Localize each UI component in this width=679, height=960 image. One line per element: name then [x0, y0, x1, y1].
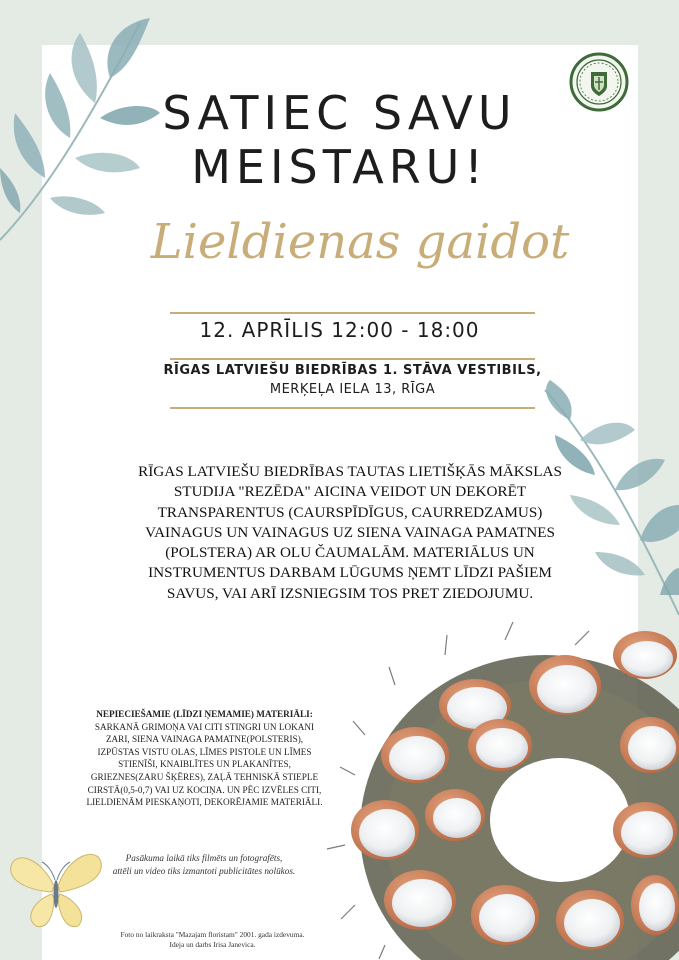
description-line: INSTRUMENTUS DARBAM LŪGUMS ŅEMT LĪDZI PAŠIEM [148, 564, 552, 582]
title-line-1: SATIEC SAVU [162, 86, 517, 140]
divider-middle [170, 358, 535, 360]
butterfly-icon [6, 838, 106, 938]
materials-line: ZARI, SIENA VAINAGA PAMATNE(POLSTERIS), [105, 734, 304, 745]
filming-line: Pasākuma laikā tiks filmēts un fotografēts, [125, 853, 283, 863]
materials-list [67, 708, 342, 809]
subtitle-text: Lieldienas gaidot [150, 214, 570, 270]
credit-line: Foto no laikraksta "Mazajam floristam" 2001. gada izdevuma. [120, 930, 305, 939]
description-line: RĪGAS LATVIEŠU BIEDRĪBAS TAUTAS LIETIŠĶĀS MĀKSLAS [138, 463, 562, 480]
divider-top [170, 312, 535, 314]
photo-credit [85, 930, 340, 950]
venue-address: MERĶEĻA IELA 13, RĪGA [269, 382, 436, 397]
filming-line: attēli un video tiks izmantoti publicitātes nolūkos. [112, 865, 296, 876]
description-line: SAVUS, VAI ARĪ IZSNIEGSIM TOS PRET ZIEDOJUMU. [166, 584, 534, 602]
description-line: STUDIJA "REZĒDA" AICINA VEIDOT UN DEKORĒT [173, 483, 527, 501]
materials-line: CIRSTĀ(0,5-0,7) VAI UZ KOCIŅA. UN PĒC IZVĒLES CITI, [87, 784, 322, 795]
materials-line: IZPŪSTAS VISTU OLAS, LĪMES PISTOLE UN LĪMES [97, 746, 312, 757]
script-subtitle [150, 180, 570, 290]
materials-line: STIENĪŠI, KNAIBLĪTES UN PLAKANĪTES, [118, 759, 291, 770]
eggshell-wreath-image [325, 615, 679, 960]
description-line: (POLSTERA) AR OLU ČAUMALĀM. MATERIĀLUS UN [165, 544, 535, 562]
divider-bottom [170, 407, 535, 409]
credit-line: Ideja un darbs Irisa Janevica. [169, 940, 256, 949]
description-line: TRANSPARENTUS (CAURSPĪDĪGUS, CAURREDZAMUS) [157, 503, 543, 521]
event-description [105, 462, 595, 604]
description-line: VAINAGUS UN VAINAGUS UZ SIENA VAINAGA PAMATNES [145, 523, 555, 541]
materials-line: SARKANĀ GRIMOŅA VAI CITI STINGRI UN LOKANI [94, 721, 315, 732]
filming-notice [95, 852, 313, 877]
materials-line: LIELDIENĀM PIESKAŅOTI, DEKORĒJAMIE MATERIĀLI. [86, 797, 323, 808]
venue-name: RĪGAS LATVIEŠU BIEDRĪBAS 1. STĀVA VESTIBILS, [163, 363, 542, 378]
event-date-time: 12. APRĪLIS 12:00 - 18:00 [199, 318, 480, 342]
materials-heading: NEPIECIEŠAMIE (LĪDZI ŅEMAMIE) MATERIĀLI: [96, 709, 313, 719]
title-line-2: MEISTARU! [191, 140, 488, 194]
materials-line: GRIEZNES(ZARU ŠĶĒRES), ZAĻĀ TEHNISKĀ STIEPLE [90, 771, 319, 782]
